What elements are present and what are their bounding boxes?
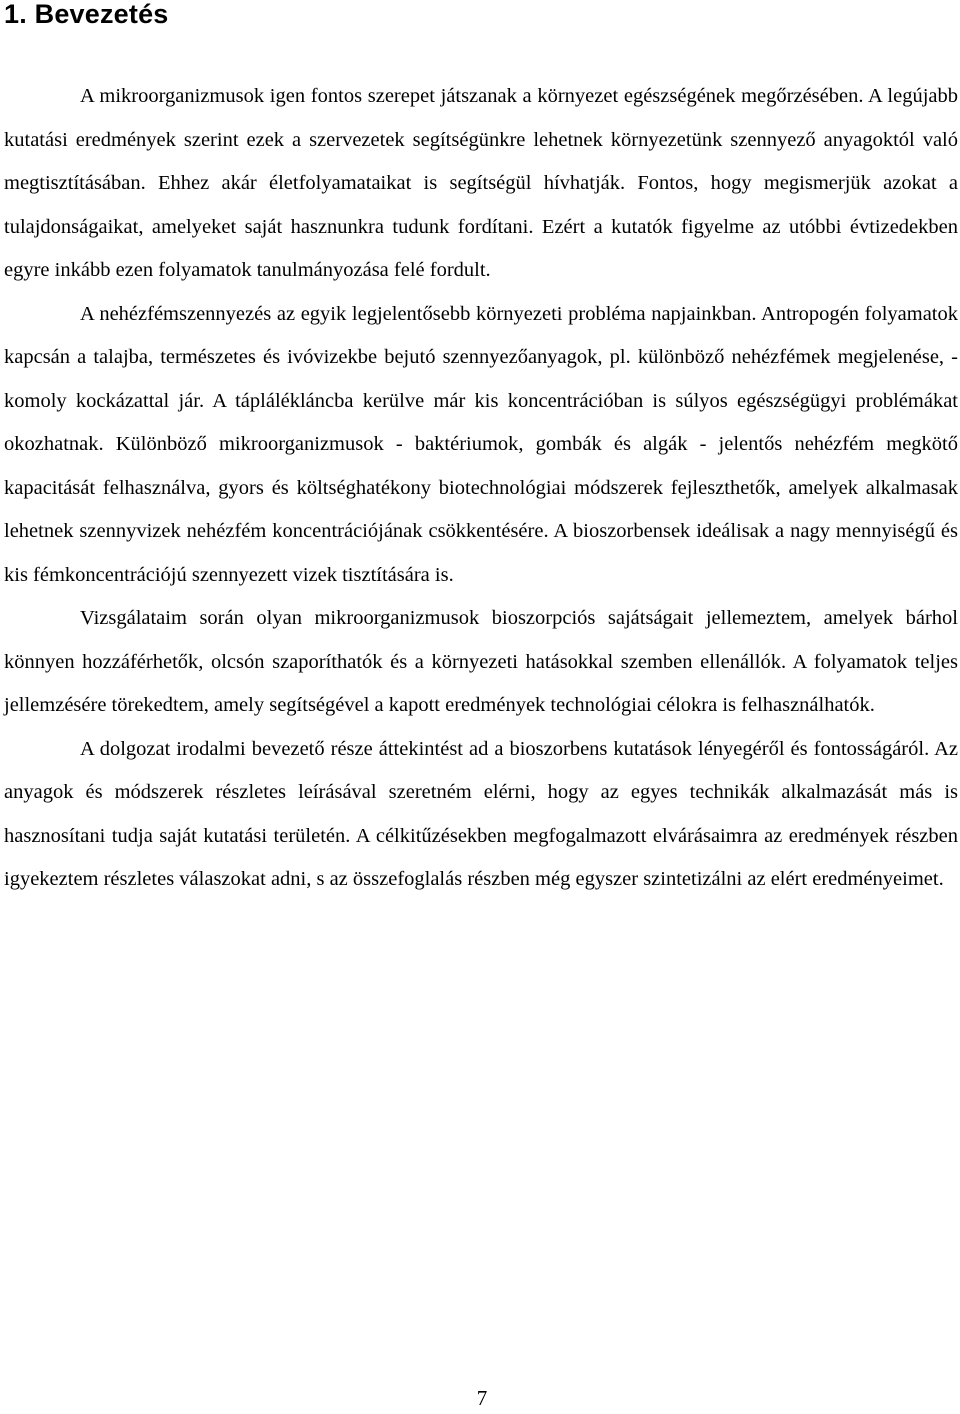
paragraph-intro: A mikroorganizmusok igen fontos szerepet játszanak a környezet egészségének megőrzésében. A legújabb kutatási eredmények szerint ezek a szervezetek segítségünkre lehetnek környezetünk szennyező anyagoktól való megtisztításában. Ehhez akár életfolyamataikat is segítségül hívhatják. Fontos, hogy megismerjük azokat a tulajdonságaikat, amelyeket saját hasznunkra tudunk fordítani. Ezért a kutatók figyelme az utóbbi évtizedekben egyre inkább ezen folyamatok tanulmányozása felé fordult. [4, 85, 958, 281]
paragraph-research: Vizsgálataim során olyan mikroorganizmusok bioszorpciós sajátságait jellemeztem, amelyek bárhol könnyen hozzáférhetők, olcsón szaporíthatók és a környezeti hatásokkal szemben ellenállók. A folyamatok teljes jellemzésére törekedtem, amely segítségével a kapott eredmények technológiai célokra is felhasználhatók. [4, 607, 958, 716]
paragraph-heavy-metals: A nehézfémszennyezés az egyik legjelentősebb környezeti probléma napjainkban. Antropogén folyamatok kapcsán a talajba, természetes és ivóvizekbe bejutó szennyezőanyagok, pl. különböző nehézfémek megjelenése, - komoly kockázattal jár. A táplálékláncba kerülve már kis koncentrációban is súlyos egészségügyi problémákat okozhatnak. Különböző mikroorganizmusok - baktériumok, gombák és algák - jelentős nehézfém megkötő kapacitását felhasználva, gyors és költséghatékony biotechnológiai módszerek fejleszthetők, amelyek alkalmasak lehetnek szennyvizek nehézfém koncentrációjának csökkentésére. A bioszorbensek ideálisak a nagy mennyiségű és kis fémkoncentrációjú szennyezett vizek tisztítására is. [4, 302, 958, 586]
page-number: 7 [476, 1386, 488, 1410]
section-heading: 1. Bevezetés [4, 0, 169, 29]
body-text [4, 75, 958, 902]
paragraph-structure: A dolgozat irodalmi bevezető része áttekintést ad a bioszorbens kutatások lényegéről és fontosságáról. Az anyagok és módszerek részletes leírásával szeretném elérni, hogy az egyes technikák alkalmazását más is hasznosítani tudja saját kutatási területén. A célkitűzésekben megfogalmazott elvárásaimra az eredmények részben igyekeztem részletes válaszokat adni, s az összefoglalás részben még egyszer szintetizálni az elért eredményeimet. [4, 737, 958, 890]
